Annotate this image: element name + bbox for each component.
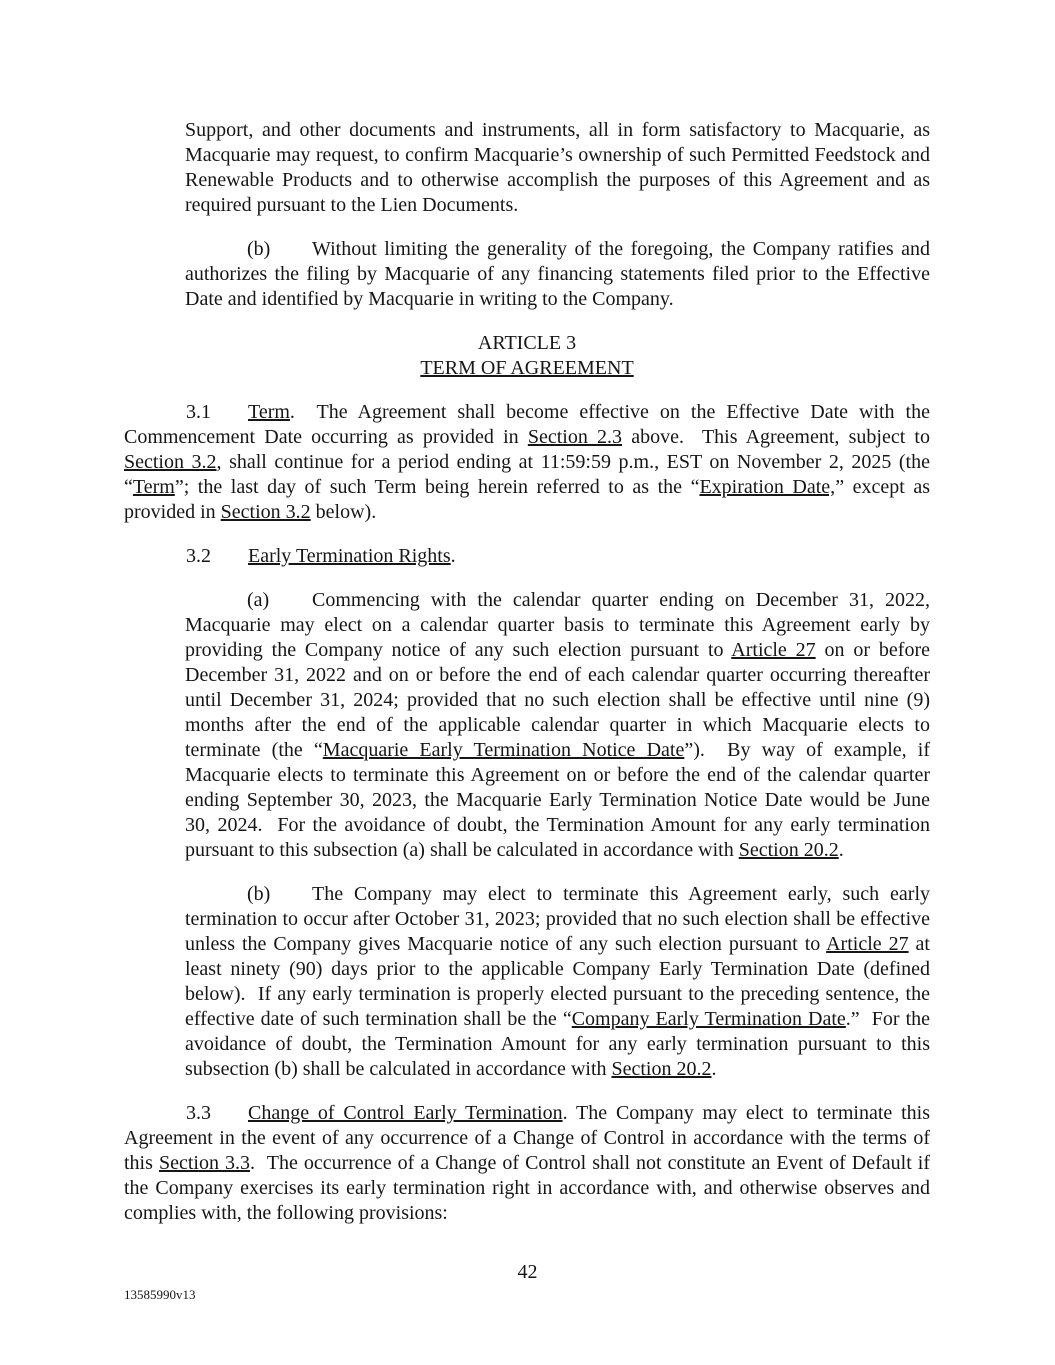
paragraph-label: 3.2 [186, 545, 211, 567]
underlined-term: Article 27 [826, 933, 909, 955]
text-segment: . The Company may elect to terminate this Agreement in the event of any occurrence of a Change of Control in accordance with the terms of this [124, 1102, 930, 1174]
paragraph-label: 3.1 [186, 401, 211, 423]
section-3-1-term [124, 400, 930, 525]
text-segment: . [450, 545, 456, 567]
page-number: 42 [517, 1261, 538, 1283]
text-segment: ” except as provided in [124, 476, 930, 523]
underlined-term: Article 27 [731, 639, 816, 661]
underlined-term: Company Early Termination Date [571, 1008, 846, 1030]
text-segment: , shall continue for a period ending at 11:59:59 p.m., EST on November 2, 2025 (the “ [124, 451, 930, 498]
section-3-3-change-of-control [124, 1101, 930, 1226]
text-segment: on or before December 31, 2022 and on or before the end of each calendar quarter occurring thereafter until December 31, 2024; provided that no such election shall be effective until nine (9) months after the end of the applicable calendar quarter in which Macquarie elects to terminate (the “ [185, 639, 930, 761]
underlined-term: Expiration Date, [699, 476, 836, 498]
section-3-2b-company-early-termination [185, 882, 930, 1082]
text-segment: ”; the last day of such Term being herein referred to as the “ [174, 476, 700, 498]
paragraph-b-ratification [185, 237, 930, 312]
underlined-term: Change of Control Early Termination [248, 1102, 563, 1124]
text-segment: .” For the avoidance of doubt, the Termination Amount for any early termination pursuant to this subsection (b) shall be calculated in accordance with [185, 1008, 931, 1080]
term-of-agreement-heading-text: TERM OF AGREEMENT [420, 357, 634, 379]
underlined-term: Section 3.2 [124, 451, 217, 473]
underlined-term: Term [248, 401, 290, 423]
document-version-id: 13585990v13 [124, 1287, 196, 1302]
underlined-term: Early Termination Rights [248, 545, 451, 567]
text-segment: . [838, 839, 844, 861]
underlined-term: Section 3.2 [220, 501, 311, 523]
text-segment: ”). By way of example, if Macquarie elects to terminate this Agreement on or before the end of the calendar quarter ending September 30, 2023, the Macquarie Early Termination Notice Date would be June 30, 2024. For the avoidance of doubt, the Termination Amount for any early termination pursuant to this subsection (a) shall be calculated in accordance with [185, 739, 930, 861]
text-segment: above. This Agreement, subject to [622, 426, 930, 448]
text-segment: Without limiting the generality of the foregoing, the Company ratifies and authorizes the filing by Macquarie of any financing statements filed prior to the Effective Date and identified by Macquarie in writing to the Company. [185, 238, 930, 310]
term-of-agreement-heading [124, 356, 930, 381]
paragraph-label: (b) [247, 238, 271, 260]
underlined-term: Section 3.3 [158, 1152, 250, 1174]
text-segment: . [711, 1058, 717, 1080]
section-3-2-heading [124, 544, 930, 569]
underlined-term: Section 2.3 [527, 426, 623, 448]
underlined-term: Term [132, 476, 175, 498]
text-segment: . The occurrence of a Change of Control shall not constitute an Event of Default if the Company exercises its early termination right in accordance with, and otherwise observes and complies with, the following provisions: [124, 1152, 931, 1224]
text-segment: below). [310, 501, 377, 523]
paragraph-label: (a) [247, 589, 270, 611]
underlined-term: Section 20.2 [738, 839, 839, 861]
underlined-term: Section 20.2 [611, 1058, 712, 1080]
underlined-term: Macquarie Early Termination Notice Date [322, 739, 685, 761]
text-segment: Commencing with the calendar quarter ending on December 31, 2022, Macquarie may elect on a calendar quarter basis to terminate this Agreement early by providing the Company notice of any such election pursuant to [185, 589, 930, 661]
paragraph-support-continuation [185, 118, 930, 218]
text-segment: . The Agreement shall become effective on the Effective Date with the Commencement Date occurring as provided in [124, 401, 930, 448]
text-segment: Support, and other documents and instruments, all in form satisfactory to Macquarie, as Macquarie may request, to confirm Macquarie’s ownership of such Permitted Feedstock and Renewable Products and to otherwise accomplish the purposes of this Agreement and as required pursuant to the Lien Documents. [185, 119, 930, 216]
paragraph-label: (b) [247, 883, 271, 905]
paragraph-label: 3.3 [186, 1102, 211, 1124]
text-segment: The Company may elect to terminate this Agreement early, such early termination to occur after October 31, 2023; provided that no such election shall be effective unless the Company gives Macquarie notice of any such election pursuant to [185, 883, 930, 955]
document-body [124, 118, 930, 1226]
article-3-heading: ARTICLE 3 [477, 332, 577, 354]
text-segment: at least ninety (90) days prior to the applicable Company Early Termination Date (defined below). If any early termination is properly elected pursuant to the preceding sentence, the effective date of such termination shall be the “ [185, 933, 930, 1030]
section-3-2a-macquarie-early-termination [185, 588, 930, 863]
